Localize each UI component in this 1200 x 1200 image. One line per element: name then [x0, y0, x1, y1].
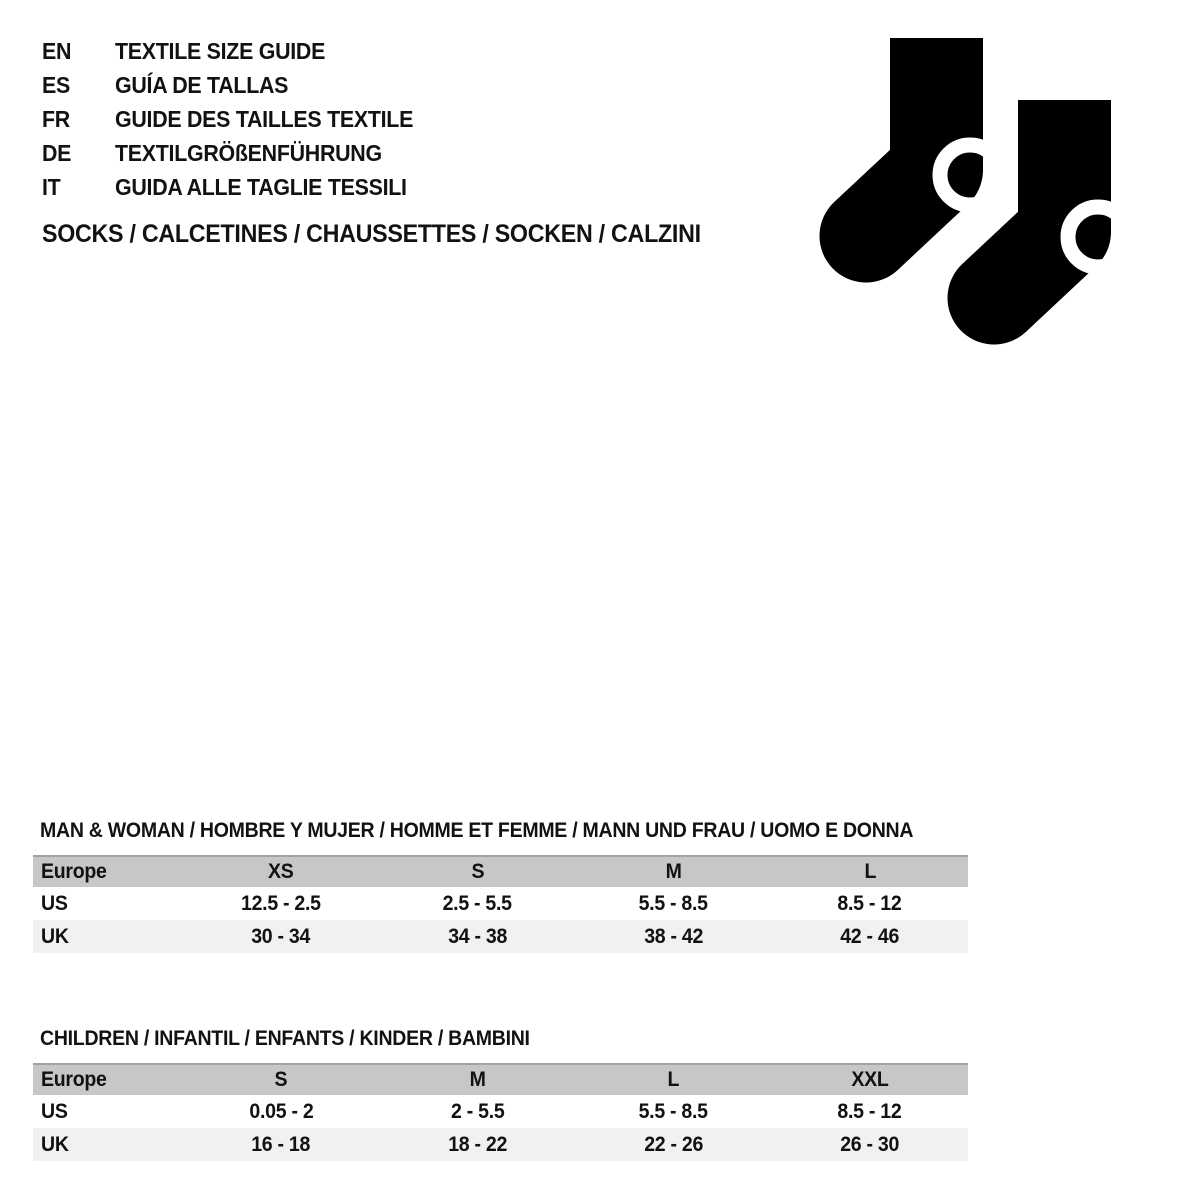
language-label [115, 106, 436, 133]
size-value [576, 925, 772, 949]
column-header-text: M [469, 1068, 486, 1091]
language-label [115, 38, 341, 65]
size-value [379, 1133, 575, 1157]
language-label [115, 140, 402, 167]
language-code [42, 72, 115, 99]
row-label [33, 1100, 183, 1124]
size-value-text: 22 - 26 [644, 1132, 704, 1156]
table-title-text: MAN & WOMAN / HOMBRE Y MUJER / HOMME ET FEMME / MANN UND FRAU / UOMO E DONNA [40, 819, 914, 842]
table-header-row [33, 1063, 968, 1095]
column-header [33, 1068, 183, 1092]
size-value [772, 925, 968, 949]
size-value [576, 892, 772, 916]
column-header [379, 860, 575, 884]
language-label-text: TEXTILGRÖßENFÜHRUNG [115, 139, 382, 166]
column-header-text: L [667, 1068, 680, 1091]
language-label-text: GUIDE DES TAILLES TEXTILE [115, 105, 414, 132]
column-header [576, 1068, 772, 1092]
category-line [42, 219, 750, 249]
language-label-text: GUÍA DE TALLAS [115, 71, 289, 98]
row-label-text: UK [41, 924, 69, 948]
category-line-text: SOCKS / CALCETINES / CHAUSSETTES / SOCKEN / CALZINI [42, 220, 701, 248]
language-label [115, 174, 429, 201]
socks-icon [808, 25, 1128, 355]
size-value [772, 1100, 968, 1124]
size-value [772, 1133, 968, 1157]
size-value-text: 18 - 22 [447, 1132, 507, 1156]
column-header-text: S [274, 1068, 288, 1091]
size-value-text: 2.5 - 5.5 [442, 891, 512, 915]
language-code [42, 38, 115, 65]
size-table [33, 855, 968, 953]
language-row [42, 136, 436, 170]
size-table [33, 1063, 968, 1161]
size-value [772, 892, 968, 916]
size-value-text: 38 - 42 [644, 924, 704, 948]
language-row [42, 68, 436, 102]
row-label [33, 892, 183, 916]
column-header [379, 1068, 575, 1092]
language-list [42, 34, 436, 204]
size-value [183, 892, 379, 916]
language-code [42, 140, 115, 167]
size-value [183, 1100, 379, 1124]
size-value-text: 26 - 30 [840, 1132, 900, 1156]
column-header [772, 1068, 968, 1092]
column-header-text: XS [268, 860, 294, 883]
size-value-text: 30 - 34 [251, 924, 311, 948]
language-label-text: TEXTILE SIZE GUIDE [115, 37, 326, 64]
column-header [183, 1068, 379, 1092]
size-value-text: 5.5 - 8.5 [639, 1099, 709, 1123]
language-row [42, 34, 436, 68]
table-row [33, 1095, 968, 1128]
size-value-text: 12.5 - 2.5 [241, 891, 321, 915]
size-value [576, 1100, 772, 1124]
size-value-text: 16 - 18 [251, 1132, 311, 1156]
row-label [33, 925, 183, 949]
size-table-section-adults [33, 818, 968, 953]
table-title [33, 818, 968, 844]
row-label-text: US [41, 1099, 68, 1123]
size-value-text: 42 - 46 [840, 924, 900, 948]
column-header [772, 860, 968, 884]
column-header-text: S [470, 860, 484, 883]
language-code [42, 174, 115, 201]
size-value-text: 0.05 - 2 [249, 1099, 314, 1123]
size-value [576, 1133, 772, 1157]
column-header [183, 860, 379, 884]
size-value [183, 925, 379, 949]
size-value [379, 925, 575, 949]
size-value [183, 1133, 379, 1157]
size-value [379, 892, 575, 916]
language-code-text: FR [42, 105, 70, 132]
language-code-text: IT [42, 173, 61, 200]
size-value [379, 1100, 575, 1124]
language-row [42, 102, 436, 136]
language-code-text: DE [42, 139, 72, 166]
table-row [33, 1128, 968, 1161]
language-row [42, 170, 436, 204]
size-table-section-children [33, 1026, 968, 1161]
row-label [33, 1133, 183, 1157]
column-header-text: L [864, 860, 876, 883]
table-row [33, 920, 968, 953]
size-value-text: 5.5 - 8.5 [639, 891, 709, 915]
row-label-text: US [41, 891, 68, 915]
column-header-text: M [665, 860, 682, 883]
table-row [33, 887, 968, 920]
size-value-text: 34 - 38 [447, 924, 507, 948]
column-header-text: Europe [41, 1068, 107, 1091]
size-value-text: 8.5 - 12 [837, 1099, 902, 1123]
sock-right-icon [994, 100, 1128, 298]
language-code-text: EN [42, 37, 72, 64]
column-header [33, 860, 183, 884]
sock-left-icon [866, 38, 1000, 236]
language-label [115, 72, 301, 99]
size-value-text: 8.5 - 12 [837, 891, 902, 915]
language-code [42, 106, 115, 133]
column-header [576, 860, 772, 884]
language-code-text: ES [42, 71, 70, 98]
table-header-row [33, 855, 968, 887]
column-header-text: Europe [41, 860, 107, 883]
row-label-text: UK [41, 1132, 69, 1156]
language-label-text: GUIDA ALLE TAGLIE TESSILI [115, 173, 407, 200]
table-title [33, 1026, 968, 1052]
table-title-text: CHILDREN / INFANTIL / ENFANTS / KINDER / BAMBINI [40, 1027, 530, 1050]
size-value-text: 2 - 5.5 [450, 1099, 505, 1123]
column-header-text: XXL [851, 1068, 889, 1091]
